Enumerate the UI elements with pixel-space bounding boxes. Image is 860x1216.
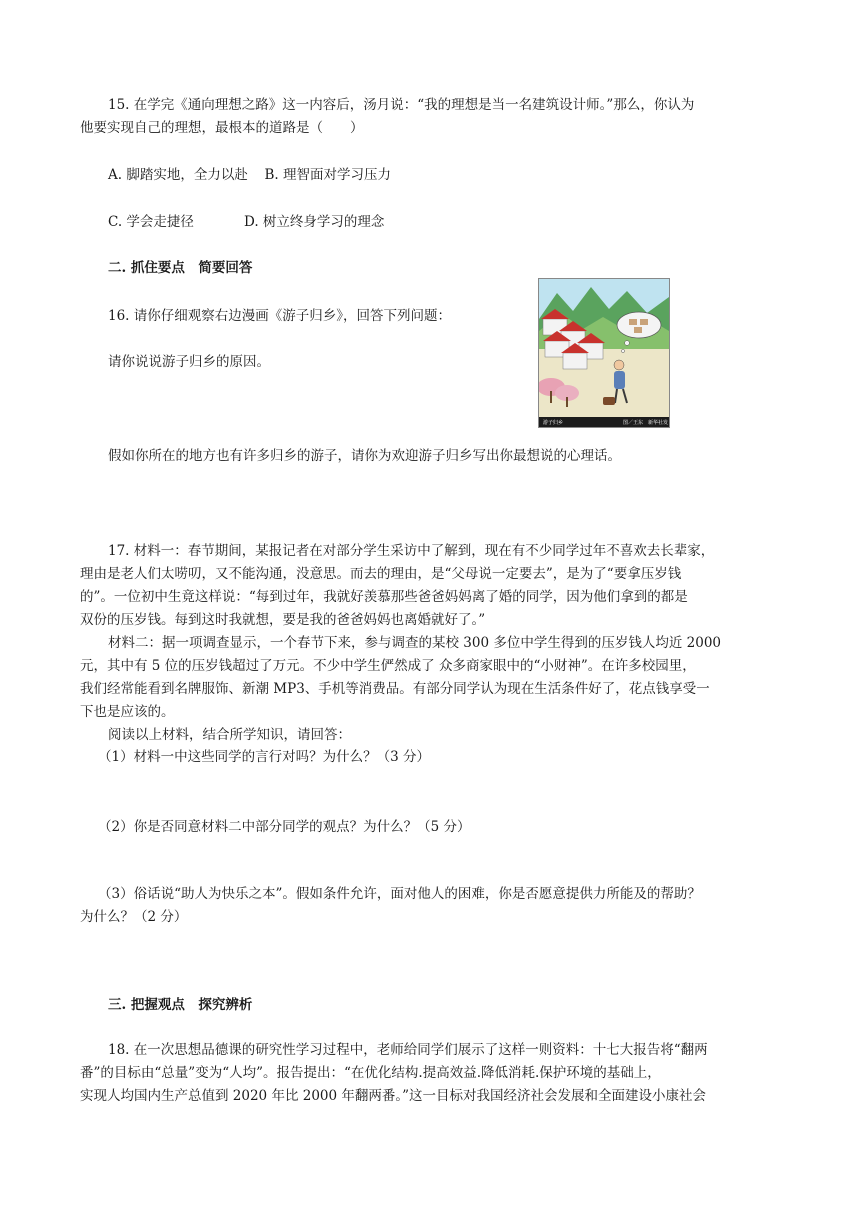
cartoon-caption-right: 图／王东 新华社发: [623, 420, 669, 426]
q15-options-row1: [108, 165, 391, 185]
q16-prompt: 16. 请你仔细观察右边漫画《游子归乡》，回答下列问题：: [108, 308, 452, 324]
q17-line-8: 阅读以上材料，结合所学知识，请回答：: [108, 727, 351, 743]
q15-option-a: A. 脚踏实地，全力以赴: [108, 167, 248, 183]
cartoon-caption-left: 游子归乡: [543, 420, 564, 426]
q17-line-6: 我们经常能看到名牌服饰、新潮 MP3、手机等消费品。有部分同学认为现在生活条件好了，花点钱享受一: [80, 681, 710, 697]
q15-option-d: D. 树立终身学习的理念: [244, 214, 385, 230]
q15-option-b: B. 理智面对学习压力: [264, 167, 391, 183]
q17-line-3: 双份的压岁钱。每到这时我就想，要是我的爸爸妈妈也离婚就好了。”: [80, 612, 486, 628]
section3-title: 三. 把握观点 探究辨析: [108, 997, 253, 1013]
q17-sub3-line2: 为什么？（2 分）: [80, 909, 188, 925]
q15-stem-line2: 他要实现自己的理想，最根本的道路是（ ）: [80, 120, 364, 136]
cartoon-image: [538, 278, 670, 428]
q17-sub2: （2）你是否同意材料二中部分同学的观点？为什么？（5 分）: [98, 819, 471, 835]
q18-line3: 实现人均国内生产总值到 2020 年比 2000 年翻两番。”这一目标对我国经济社会发展和全面建设小康社会: [80, 1088, 707, 1104]
q17-line-2: 的”。一位初中生竟这样说：“每到过年，我就好羡慕那些爸爸妈妈离了婚的同学，因为他们拿到的都是: [80, 589, 688, 605]
q17-sub1: （1）材料一中这些同学的言行对吗？为什么？（3 分）: [98, 749, 430, 765]
q18-line1: 18. 在一次思想品德课的研究性学习过程中，老师给同学们展示了这样一则资料：十七大报告将“翻两: [108, 1042, 708, 1058]
q17-line-1: 理由是老人们太唠叨，又不能沟通，没意思。而去的理由，是“父母说一定要去”，是为了“要拿压岁钱: [80, 566, 682, 582]
q18-line2: 番”的目标由“总量”变为“人均”。报告提出：“在优化结构.提高效益.降低消耗.保护环境的基础上，: [80, 1065, 661, 1081]
q15-option-c: C. 学会走捷径: [108, 214, 194, 230]
q16-sub1: 请你说说游子归乡的原因。: [108, 354, 270, 370]
q17-line-7: 下也是应该的。: [80, 704, 175, 720]
section2-title: 二. 抓住要点 简要回答: [108, 260, 253, 276]
q17-line-5: 元，其中有 5 位的压岁钱超过了万元。不少中学生俨然成了 众多商家眼中的“小财神”。在许多校园里，: [80, 658, 696, 674]
q15-stem-line1: 15. 在学完《通向理想之路》这一内容后，汤月说：“我的理想是当一名建筑设计师。”那么，你认为: [108, 97, 695, 113]
q17-line-0: 17. 材料一：春节期间，某报记者在对部分学生采访中了解到，现在有不少同学过年不喜欢去长辈家，: [108, 543, 715, 559]
q16-sub2: 假如你所在的地方也有许多归乡的游子，请你为欢迎游子归乡写出你最想说的心理话。: [108, 448, 621, 464]
q17-line-4: 材料二：据一项调查显示，一个春节下来，参与调查的某校 300 多位中学生得到的压岁钱人均近 2000: [108, 635, 721, 651]
q17-sub3-line1: （3）俗话说“助人为快乐之本”。假如条件允许，面对他人的困难，你是否愿意提供力所能及的帮助？: [98, 886, 701, 902]
